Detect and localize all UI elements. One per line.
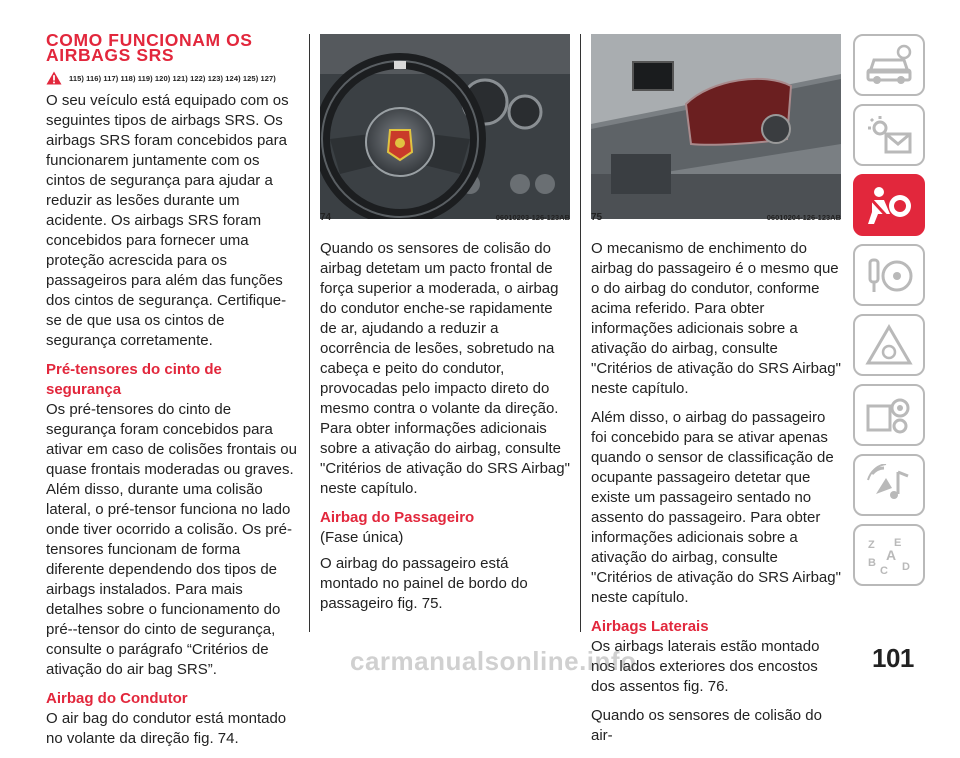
driver-airbag-paragraph: O air bag do condutor está montado no volante da direção fig. 74. [46, 710, 287, 747]
car-info-icon [864, 44, 914, 86]
warning-refs-text: 115) 116) 117) 118) 119) 120) 121) 122) 123) 124) 125) 127) [69, 73, 276, 83]
svg-text:D: D [902, 561, 910, 573]
column-1-text [46, 91, 298, 758]
index-icon [864, 534, 914, 576]
column-divider [580, 34, 581, 632]
pretensioners-paragraph: Os pré-tensores do cinto de segurança foram concebidos para ativar em caso de colisões frontais ou quase frontais moderadas ou graves. Além disso, durante uma colisão lateral, o pré-tensor funciona no lado onde tiver ocorrido a colisão. Os pré-tensores funcionam de forma diferente dependendo dos tipos de airbags instalados. Para mais detalhes sobre o funcionamento do pré--tensor do cinto de segurança, consulte o parágrafo “Critérios de ativação do air bag SRS”. [46, 401, 297, 678]
figure-reference: 06010203-126-123AB [495, 212, 570, 222]
warning-references [46, 71, 276, 85]
occupant-sensor-paragraph: Além disso, o airbag do passageiro foi concebido para se ativar apenas quando o sensor de classificação de ocupante passageiro detetar que existe um passageiro sentado no assento do passageiro. Para obter informações adicionais sobre a ativação do airbag, consulte "Critérios de ativação do SRS Airbag" neste capítulo. [591, 409, 841, 606]
svg-text:A: A [886, 547, 897, 563]
chapter-tab-maintenance[interactable] [853, 384, 925, 446]
side-airbags-continued: Quando os sensores de colisão do air- [591, 707, 822, 744]
subheading-pretensioners: Pré-tensores do cinto de segurança [46, 361, 222, 398]
dashboard-lights-icon [864, 114, 914, 156]
chapter-tab-multimedia[interactable] [853, 454, 925, 516]
section-heading: COMO FUNCIONAM OS AIRBAGS SRS [46, 30, 253, 65]
column-2-text [320, 239, 570, 623]
side-airbags-paragraph: Os airbags laterais estão montado nos lados exteriores dos encostos dos assentos fig. 76. [591, 638, 820, 695]
intro-paragraph: O seu veículo está equipado com os seguintes tipos de airbags SRS. Os airbags SRS foram concebidos para funcionarem juntamente com os cintos de segurança para ajudar a reduzir as lesões durante um acidente. Os airbags SRS foram concebidos para fornecer uma proteção acrescida para os passageiros para além das funções dos cintos de segurança. Certifique-se de que usa os cintos de segurança corretamente. [46, 92, 289, 349]
chapter-tab-safety[interactable] [853, 174, 925, 236]
figure-reference: 06010204-126-123AB [766, 212, 841, 222]
svg-text:Z: Z [868, 539, 875, 551]
figure-75-passenger-dashboard [591, 34, 841, 219]
maintenance-icon [864, 394, 914, 436]
figure-74-caption [320, 209, 570, 225]
figure-number: 75 [591, 211, 603, 223]
page-number: 101 [872, 643, 914, 673]
svg-text:E: E [894, 537, 902, 549]
figure-74-steering-wheel [320, 34, 570, 219]
svg-text:B: B [868, 557, 876, 569]
emergency-icon [864, 324, 914, 366]
watermark: carmanualsonline.info [350, 646, 637, 676]
safety-airbag-icon [864, 184, 914, 226]
chapter-tab-index[interactable] [853, 524, 925, 586]
chapter-tab-emergency[interactable] [853, 314, 925, 376]
starting-driving-icon [864, 254, 914, 296]
passenger-mechanism-paragraph: O mecanismo de enchimento do airbag do passageiro é o mesmo que o do airbag do condutor, conforme acima referido. Para obter informações adicionais sobre a ativação do airbag, consulte "Critérios de ativação do SRS Airbag" neste capítulo. [591, 240, 841, 397]
chapter-tab-dashboard[interactable] [853, 104, 925, 166]
warning-triangle-icon [46, 71, 62, 85]
subheading-driver-airbag: Airbag do Condutor [46, 690, 188, 707]
chapter-tab-starting-driving[interactable] [853, 244, 925, 306]
subheading-passenger-airbag: Airbag do Passageiro [320, 509, 475, 526]
passenger-airbag-paragraph: O airbag do passageiro está montado no painel de bordo do passageiro fig. 75. [320, 555, 528, 612]
column-divider [309, 34, 310, 632]
figure-number: 74 [320, 211, 332, 223]
driver-airbag-operation-paragraph: Quando os sensores de colisão do airbag detetam um pacto frontal de força superior a moderada, o airbag do condutor enche-se rapidamente de ar, ajudando a reduzir a ocorrência de lesões, sobretudo na cabeça e peito do condutor, provocadas pelo impacto direto do mesmo contra o volante da direção. Para obter informações adicionais sobre a ativação do airbag, consulte "Critérios de ativação do SRS Airbag" neste capítulo. [320, 240, 570, 497]
figure-75-caption [591, 209, 841, 225]
passenger-airbag-note: (Fase única) [320, 529, 404, 546]
subheading-side-airbags: Airbags Laterais [591, 618, 709, 635]
svg-text:C: C [880, 565, 888, 576]
multimedia-icon [864, 464, 914, 506]
chapter-tab-car-info[interactable] [853, 34, 925, 96]
